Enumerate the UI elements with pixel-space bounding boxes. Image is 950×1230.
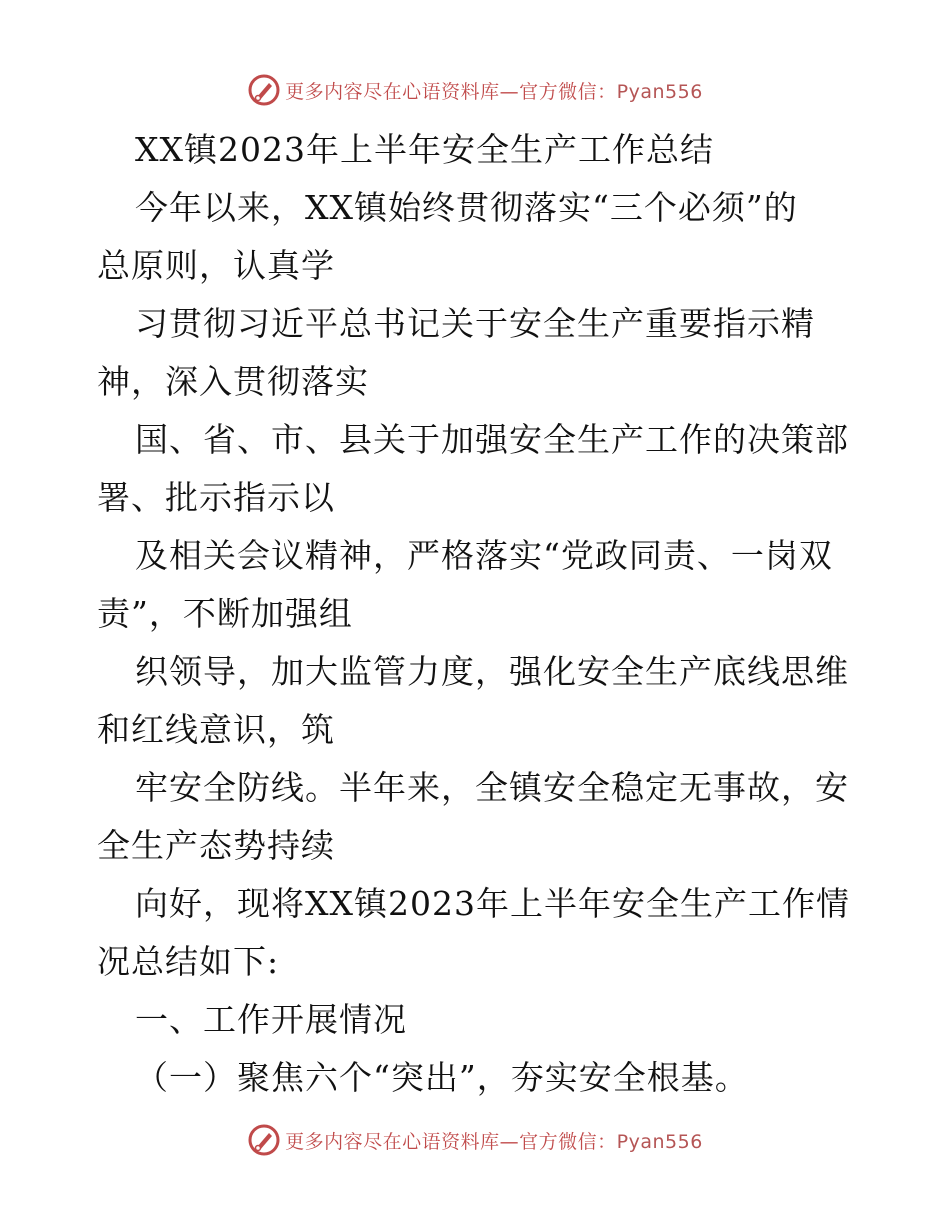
document-title: XX镇2023年上半年安全生产工作总结 <box>135 130 714 169</box>
text-line: 署、批示指示以 <box>97 478 335 517</box>
text-line: 责”，不断加强组 <box>97 594 353 633</box>
text-line: 国、省、市、县关于加强安全生产工作的决策部 <box>135 420 849 459</box>
watermark-banner-top <box>0 70 950 110</box>
watermark-text: 更多内容尽在心语资料库—官方微信：Pyan556 <box>285 1130 703 1153</box>
text-line: 及相关会议精神，严格落实“党政同责、一岗双 <box>135 536 833 575</box>
pen-logo-icon <box>247 73 281 107</box>
text-line: （一）聚焦六个“突出”，夯实安全根基。 <box>135 1058 749 1097</box>
text-line: 况总结如下: <box>97 942 280 981</box>
text-line: 今年以来，XX镇始终贯彻落实“三个必须”的 <box>135 188 798 227</box>
text-line: 向好，现将XX镇2023年上半年安全生产工作情 <box>135 884 850 923</box>
watermark-banner-bottom <box>0 1120 950 1160</box>
text-line: 织领导，加大监管力度，强化安全生产底线思维 <box>135 652 849 691</box>
text-line: 和红线意识，筑 <box>97 710 335 749</box>
text-line: 一、工作开展情况 <box>135 1000 407 1039</box>
text-line: 习贯彻习近平总书记关于安全生产重要指示精 <box>135 304 815 343</box>
watermark-text: 更多内容尽在心语资料库—官方微信：Pyan556 <box>285 80 703 103</box>
text-line: 神，深入贯彻落实 <box>97 362 369 401</box>
pen-logo-icon <box>247 1123 281 1157</box>
text-line: 全生产态势持续 <box>97 826 335 865</box>
text-line: 总原则，认真学 <box>97 246 335 285</box>
text-line: 牢安全防线。半年来，全镇安全稳定无事故，安 <box>135 768 849 807</box>
document-body <box>97 121 857 1107</box>
